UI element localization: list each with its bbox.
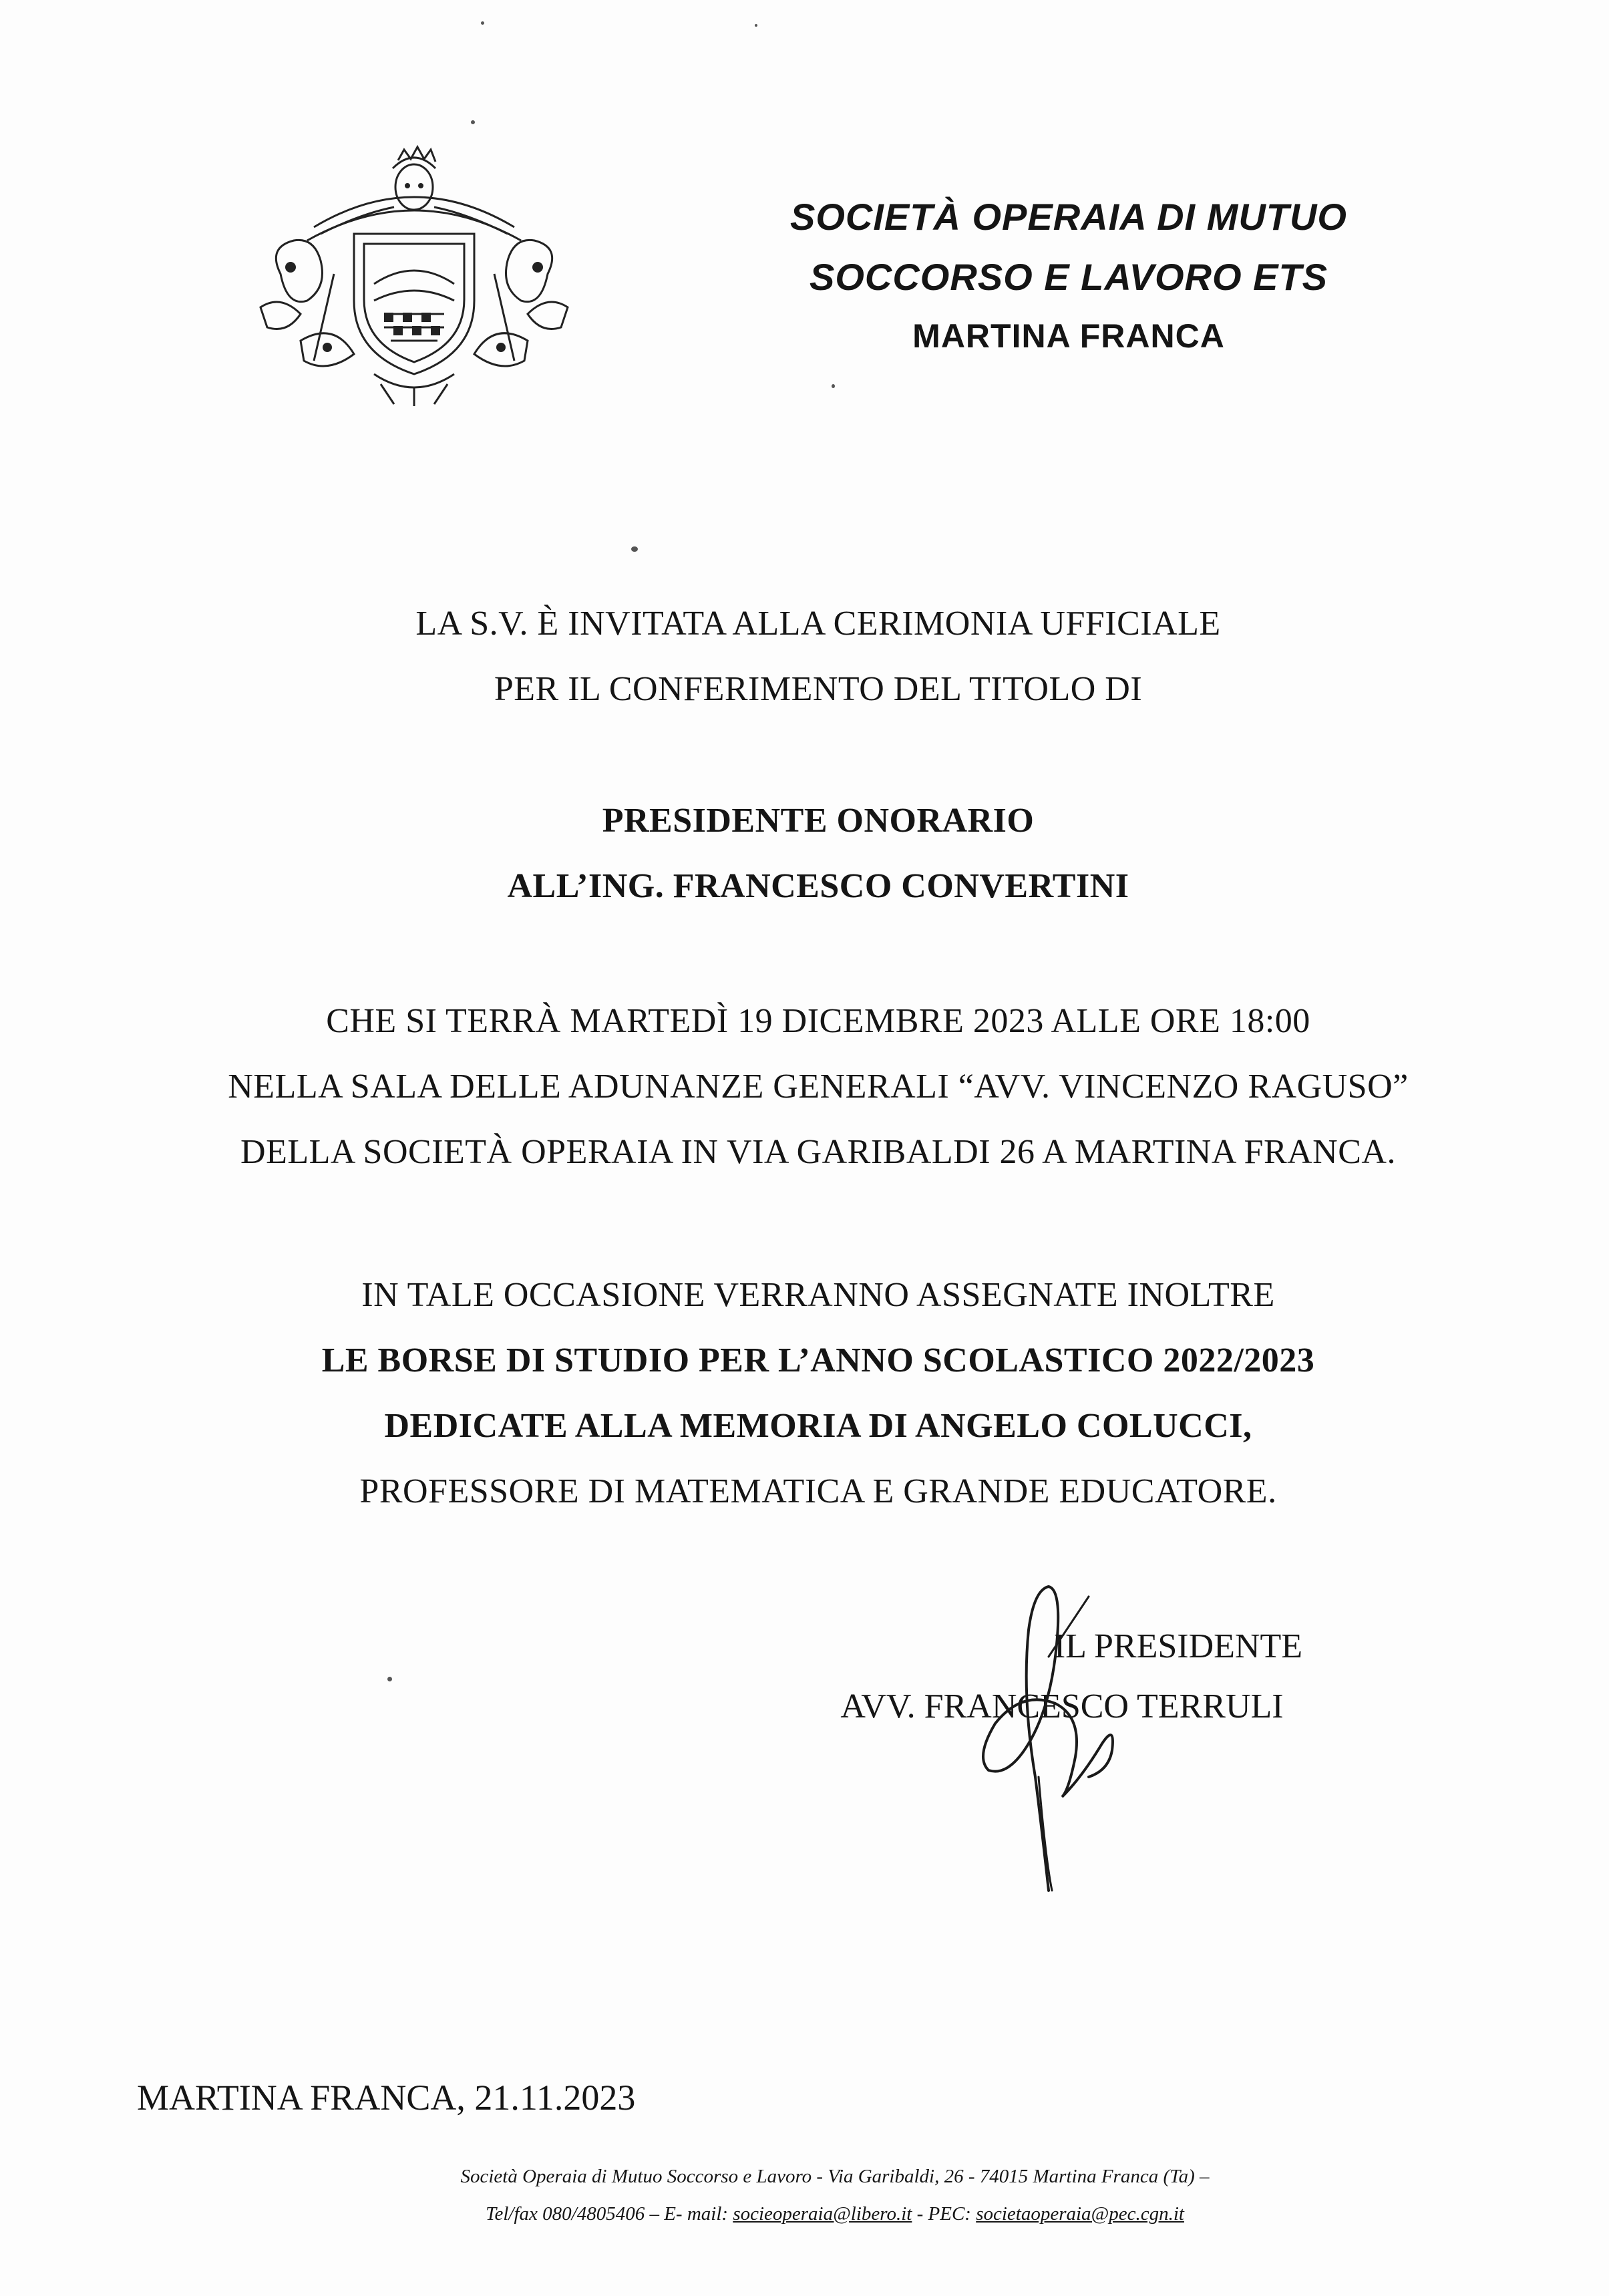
- org-name-line1: SOCIETÀ OPERAIA DI MUTUO: [790, 196, 1347, 238]
- signatory-role: IL PRESIDENTE: [1053, 1627, 1302, 1665]
- scholarship-line2: LE BORSE DI STUDIO PER L’ANNO SCOLASTICO 2022/2023: [321, 1341, 1315, 1379]
- handwritten-signature-icon: [948, 1577, 1162, 1897]
- honor-title: [120, 788, 1516, 919]
- footer-tel: Tel/fax 080/4805406 – E- mail:: [486, 2203, 729, 2225]
- honor-title-line: PRESIDENTE ONORARIO: [602, 802, 1035, 840]
- event-address-line: DELLA SOCIETÀ OPERAIA IN VIA GARIBALDI 26 A MARTINA FRANCA.: [240, 1133, 1396, 1171]
- organization-header: [741, 187, 1396, 365]
- scholarship-line1: IN TALE OCCASIONE VERRANNO ASSEGNATE INOLTRE: [361, 1276, 1275, 1314]
- event-venue-line: NELLA SALA DELLE ADUNANZE GENERALI “AVV. VINCENZO RAGUSO”: [228, 1068, 1409, 1106]
- coat-of-arms-emblem-icon: [240, 140, 588, 407]
- org-name-line2: SOCCORSO E LAVORO ETS: [809, 256, 1328, 298]
- footer-pec-link[interactable]: societaoperaia@pec.cgn.it: [976, 2203, 1184, 2225]
- place-date: MARTINA FRANCA, 21.11.2023: [137, 2078, 636, 2118]
- scan-speck: [387, 1677, 392, 1681]
- signatory-name: AVV. FRANCESCO TERRULI: [840, 1687, 1284, 1726]
- footer-email-link[interactable]: socieoperaia@libero.it: [733, 2203, 912, 2225]
- footer-address: Società Operaia di Mutuo Soccorso e Lavoro - Via Garibaldi, 26 - 74015 Martina Franca (Ta) –: [460, 2166, 1210, 2187]
- org-city: MARTINA FRANCA: [912, 317, 1225, 355]
- invitation-line1: LA S.V. È INVITATA ALLA CERIMONIA UFFICIALE: [415, 605, 1221, 643]
- scan-speck: [832, 384, 835, 388]
- footer-contacts: [267, 2158, 1403, 2233]
- footer-pec-label: - PEC:: [916, 2203, 971, 2225]
- scan-speck: [481, 21, 484, 25]
- honor-recipient: ALL’ING. FRANCESCO CONVERTINI: [507, 867, 1129, 905]
- event-date-line: CHE SI TERRÀ MARTEDÌ 19 DICEMBRE 2023 ALLE ORE 18:00: [326, 1002, 1310, 1040]
- invitation-line2: PER IL CONFERIMENTO DEL TITOLO DI: [494, 670, 1143, 708]
- scholarship-line4: PROFESSORE DI MATEMATICA E GRANDE EDUCATORE.: [359, 1472, 1277, 1510]
- footer-contact-line: [267, 2195, 1403, 2233]
- scholarship-text: [120, 1263, 1516, 1524]
- invitation-text: [120, 591, 1516, 722]
- event-details: [120, 989, 1516, 1185]
- scan-speck: [755, 24, 757, 27]
- scan-speck: [631, 546, 638, 552]
- scholarship-line3: DEDICATE ALLA MEMORIA DI ANGELO COLUCCI,: [384, 1407, 1252, 1445]
- scan-speck: [471, 120, 475, 124]
